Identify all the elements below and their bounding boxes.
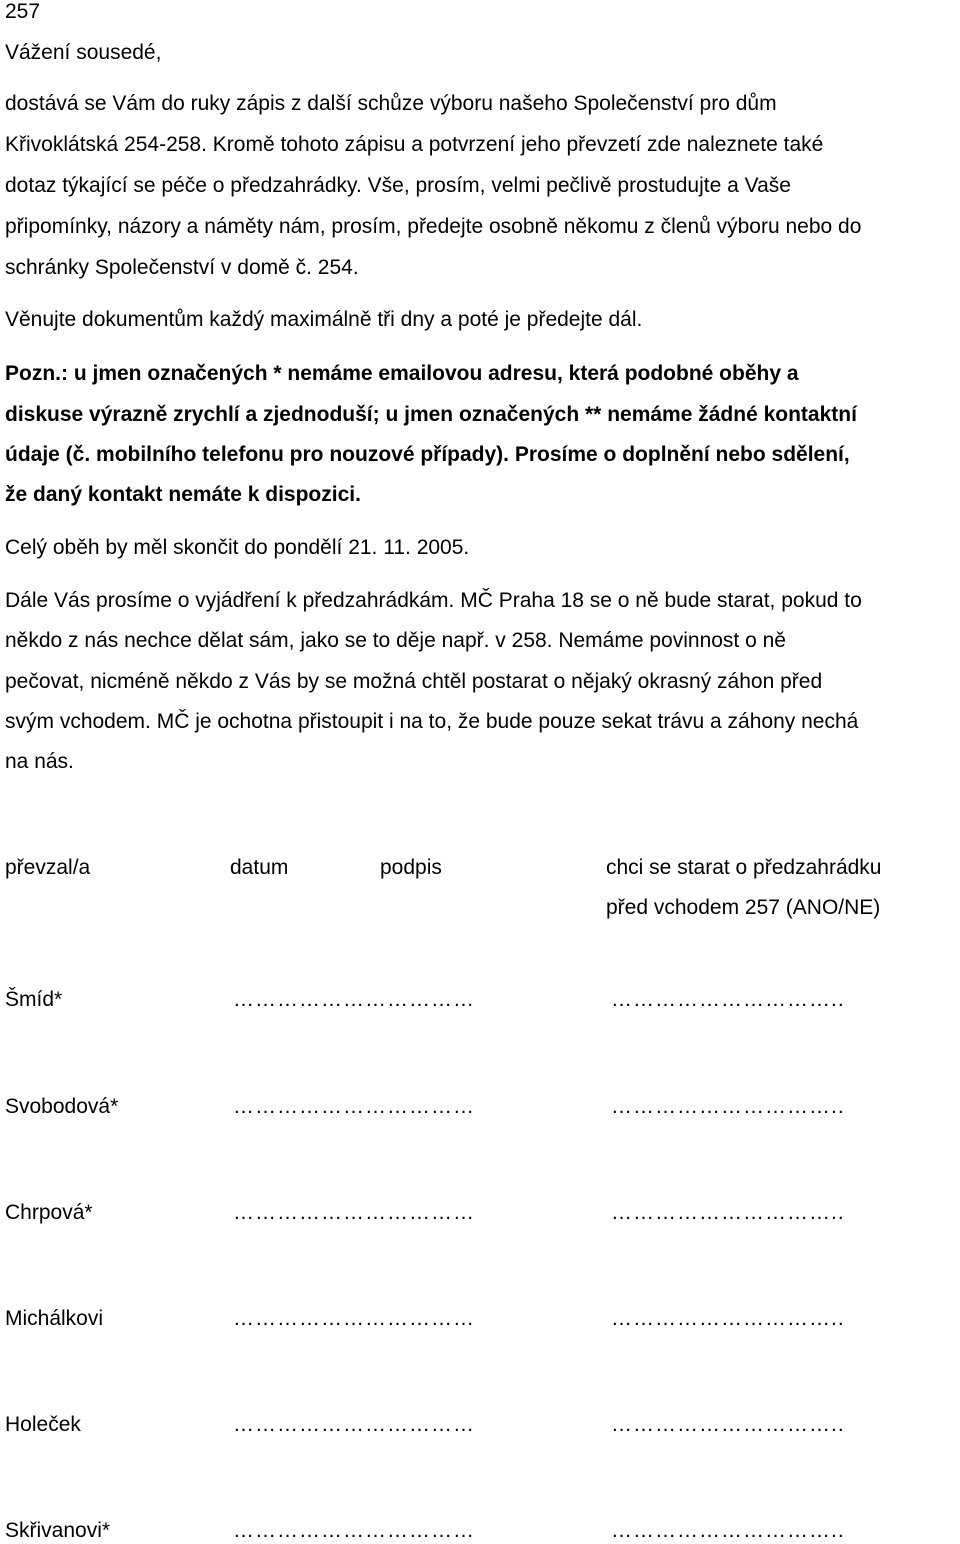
answer-blank: ………………………….. xyxy=(611,1413,845,1436)
signature-blank: …………………………… xyxy=(233,1307,475,1330)
text-line: svým vchodem. MČ je ochotna přistoupit i na to, že bude pouze sekat trávu a záhony nechá xyxy=(5,710,859,733)
resident-name: Michálkovi xyxy=(5,1307,104,1330)
text-line: připomínky, názory a náměty nám, prosím, předejte osobně někomu z členů výboru nebo do xyxy=(5,215,862,238)
note-line: Pozn.: u jmen označených * nemáme emailovou adresu, která podobné oběhy a xyxy=(5,362,799,385)
answer-blank: ………………………….. xyxy=(611,1307,845,1330)
resident-name: Šmíd* xyxy=(5,988,63,1011)
text-line: dotaz týkající se péče o předzahrádky. Vše, prosím, velmi pečlivě prostudujte a Vaše xyxy=(5,174,791,197)
text-line: Křivoklátská 254-258. Kromě tohoto zápisu a potvrzení jeho převzetí zde naleznete také xyxy=(5,133,824,156)
note-line: že daný kontakt nemáte k dispozici. xyxy=(5,483,361,506)
text-line: Dále Vás prosíme o vyjádření k předzahrádkám. MČ Praha 18 se o ně bude starat, pokud to xyxy=(5,589,862,612)
signature-blank: …………………………… xyxy=(233,1519,475,1542)
greeting: Vážení sousedé, xyxy=(5,41,162,64)
text-line: schránky Společenství v domě č. 254. xyxy=(5,256,359,279)
answer-blank: ………………………….. xyxy=(611,1519,845,1542)
text-line: dostává se Vám do ruky zápis z další schůze výboru našeho Společenství pro dům xyxy=(5,92,777,115)
answer-blank: ………………………….. xyxy=(611,1201,845,1224)
deadline-paragraph: Celý oběh by měl skončit do pondělí 21. 11. 2005. xyxy=(5,536,470,559)
note-line: údaje (č. mobilního telefonu pro nouzové případy). Prosíme o doplnění nebo sdělení, xyxy=(5,443,850,466)
header-garden-choice-line2: před vchodem 257 (ANO/NE) xyxy=(606,896,881,919)
answer-blank: ………………………….. xyxy=(611,988,845,1011)
document-number: 257 xyxy=(5,0,41,23)
header-received-by: převzal/a xyxy=(5,856,91,879)
header-signature: podpis xyxy=(380,856,442,879)
resident-name: Chrpová* xyxy=(5,1201,93,1224)
resident-name: Skřivanovi* xyxy=(5,1519,111,1542)
header-garden-choice: chci se starat o předzahrádku xyxy=(606,856,882,879)
instruction-paragraph: Věnujte dokumentům každý maximálně tři dny a poté je předejte dál. xyxy=(5,308,643,331)
signature-blank: …………………………… xyxy=(233,1201,475,1224)
header-date: datum xyxy=(230,856,289,879)
note-line: diskuse výrazně zrychlí a zjednoduší; u jmen označených ** nemáme žádné kontaktní xyxy=(5,403,857,426)
text-line: někdo z nás nechce dělat sám, jako se to děje např. v 258. Nemáme povinnost o ně xyxy=(5,629,786,652)
text-line: pečovat, nicméně někdo z Vás by se možná chtěl postarat o nějaký okrasný záhon před xyxy=(5,670,823,693)
resident-name: Svobodová* xyxy=(5,1095,119,1118)
text-line: na nás. xyxy=(5,750,74,773)
resident-name: Holeček xyxy=(5,1413,81,1436)
signature-blank: …………………………… xyxy=(233,1413,475,1436)
signature-blank: …………………………… xyxy=(233,1095,475,1118)
answer-blank: ………………………….. xyxy=(611,1095,845,1118)
signature-blank: …………………………… xyxy=(233,988,475,1011)
